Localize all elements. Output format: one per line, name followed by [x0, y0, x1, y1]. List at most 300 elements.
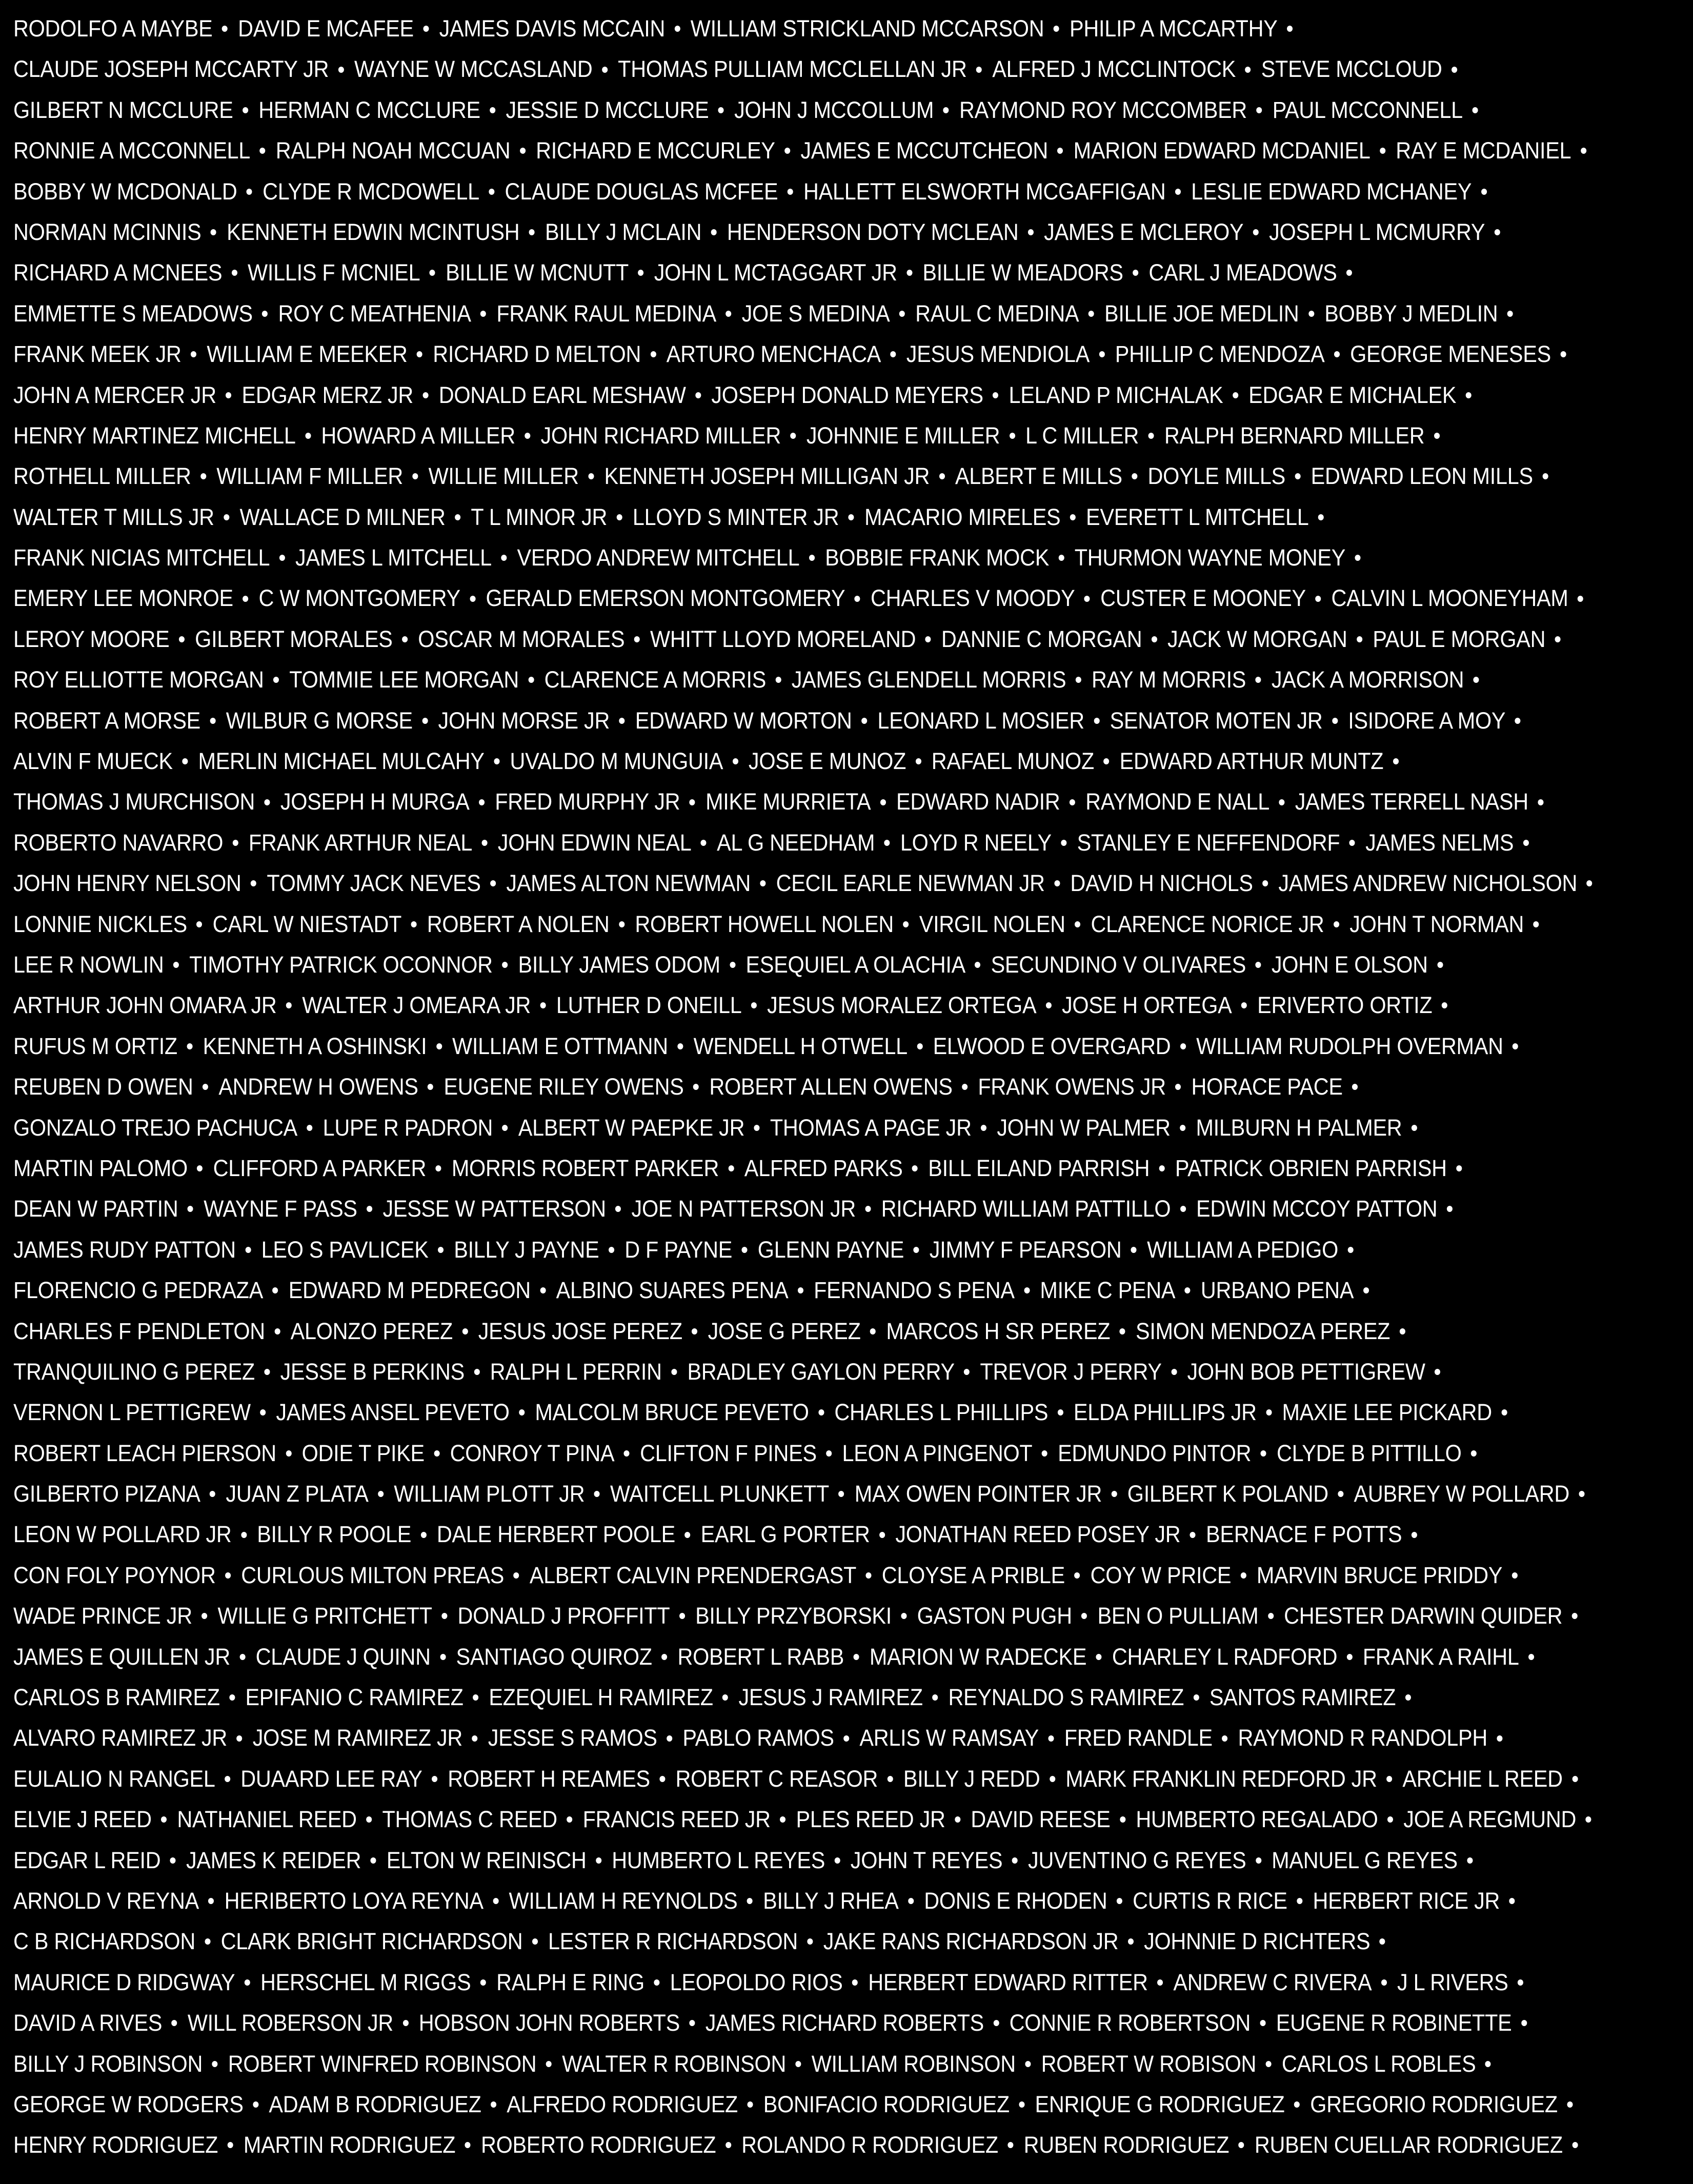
bullet-separator-icon — [233, 840, 238, 846]
memorial-name: THOMAS A PAGE JR — [770, 1114, 972, 1141]
memorial-name: EDWARD ARTHUR MUNTZ — [1119, 748, 1384, 775]
memorial-name: BILLIE W MCNUTT — [446, 259, 629, 286]
bullet-separator-icon — [1334, 351, 1340, 357]
memorial-name: CHARLES F PENDLETON — [13, 1318, 265, 1344]
name-row — [13, 1231, 1551, 1272]
memorial-name: WILLIAM STRICKLAND MCCARSON — [690, 15, 1044, 42]
memorial-name: WAITCELL PLUNKETT — [610, 1481, 830, 1507]
bullet-separator-icon — [917, 1043, 922, 1049]
bullet-separator-icon — [689, 2020, 695, 2026]
bullet-separator-icon — [751, 1002, 757, 1008]
bullet-separator-icon — [1084, 596, 1090, 602]
memorial-name: MARTIN RODRIGUEZ — [243, 2132, 456, 2158]
memorial-name: JOSE E MUNOZ — [748, 748, 906, 775]
name-row — [13, 1475, 1569, 1516]
name-row — [13, 1801, 1577, 1842]
memorial-name: JAMES ALTON NEWMAN — [506, 870, 751, 897]
bullet-separator-icon — [1180, 1043, 1186, 1049]
bullet-separator-icon — [1287, 26, 1293, 32]
memorial-name: CLYDE R MCDOWELL — [263, 178, 479, 205]
memorial-name: RALPH NOAH MCCUAN — [275, 137, 511, 164]
memorial-name: CARLOS B RAMIREZ — [13, 1684, 220, 1711]
bullet-separator-icon — [205, 1938, 210, 1945]
name-row — [13, 2046, 1551, 2086]
memorial-name: BILLY J REDD — [903, 1765, 1040, 1792]
name-list — [13, 10, 1685, 2168]
memorial-name: CHARLES V MOODY — [870, 585, 1075, 612]
memorial-name: JAMES TERRELL NASH — [1295, 788, 1528, 815]
bullet-separator-icon — [422, 718, 428, 724]
bullet-separator-icon — [1175, 1084, 1181, 1090]
bullet-separator-icon — [1497, 1735, 1502, 1742]
memorial-name: JAMES ANDREW NICHOLSON — [1278, 870, 1578, 897]
memorial-name: SIMON MENDOZA PEREZ — [1135, 1318, 1390, 1344]
bullet-separator-icon — [1057, 148, 1063, 154]
bullet-separator-icon — [615, 1206, 621, 1212]
memorial-name: WILLIE G PRITCHETT — [217, 1603, 432, 1629]
memorial-name: JAMES E MCLEROY — [1044, 218, 1244, 245]
memorial-name: JOHN A MERCER JR — [13, 381, 216, 408]
bullet-separator-icon — [1393, 758, 1399, 764]
memorial-name: FLORENCIO G PEDRAZA — [13, 1277, 264, 1304]
bullet-separator-icon — [1579, 1491, 1584, 1497]
name-row — [13, 132, 1571, 173]
bullet-separator-icon — [891, 351, 896, 357]
bullet-separator-icon — [262, 311, 268, 317]
memorial-name: LEO S PAVLICEK — [261, 1236, 429, 1263]
memorial-name: NATHANIEL REED — [177, 1806, 357, 1833]
bullet-separator-icon — [849, 514, 854, 520]
bullet-separator-icon — [747, 1898, 753, 1904]
memorial-name: KENNETH JOSEPH MILLIGAN JR — [604, 463, 930, 490]
memorial-name: RODOLFO A MAYBE — [13, 15, 213, 42]
memorial-name: COY W PRICE — [1090, 1562, 1232, 1588]
bullet-separator-icon — [1581, 148, 1586, 154]
bullet-separator-icon — [1028, 229, 1034, 235]
name-row — [13, 173, 1551, 214]
memorial-name: ERIVERTO ORTIZ — [1257, 992, 1433, 1019]
bullet-separator-icon — [865, 1206, 871, 1212]
memorial-name: WAYNE F PASS — [204, 1196, 357, 1222]
memorial-name: ROBERT LEACH PIERSON — [13, 1440, 276, 1466]
bullet-separator-icon — [1294, 2101, 1300, 2108]
bullet-separator-icon — [1507, 311, 1513, 317]
memorial-name: JESUS JOSE PEREZ — [478, 1318, 682, 1344]
memorial-name: MARTIN PALOMO — [13, 1155, 188, 1181]
bullet-separator-icon — [760, 880, 765, 886]
memorial-name: FRANK MEEK JR — [13, 341, 182, 368]
memorial-name: RICHARD A MCNEES — [13, 259, 223, 286]
bullet-separator-icon — [1434, 433, 1440, 439]
bullet-separator-icon — [243, 107, 248, 113]
memorial-name: JESSE W PATTERSON — [382, 1196, 606, 1222]
memorial-name: ISIDORE A MOY — [1348, 707, 1506, 734]
bullet-separator-icon — [1447, 1206, 1453, 1212]
bullet-separator-icon — [378, 1491, 384, 1497]
memorial-name: TOMMY JACK NEVES — [267, 870, 481, 897]
memorial-name: EDWARD NADIR — [896, 788, 1060, 815]
bullet-separator-icon — [855, 596, 860, 602]
name-row — [13, 1109, 1551, 1150]
memorial-name: MAXIE LEE PICKARD — [1282, 1399, 1492, 1426]
memorial-name: BOBBY W MCDONALD — [13, 178, 237, 205]
memorial-name: JOSEPH DONALD MEYERS — [711, 381, 983, 408]
memorial-name: BILLIE W MEADORS — [922, 259, 1123, 286]
memorial-name: EZEQUIEL H RAMIREZ — [489, 1684, 713, 1711]
memorial-name: THURMON WAYNE MONEY — [1074, 544, 1346, 571]
bullet-separator-icon — [788, 189, 793, 195]
memorial-name: ALBERT W PAEPKE JR — [518, 1114, 745, 1141]
bullet-separator-icon — [939, 473, 945, 479]
bullet-separator-icon — [1355, 555, 1360, 561]
bullet-separator-icon — [1260, 2020, 1265, 2026]
memorial-name: DAVID H NICHOLS — [1070, 870, 1253, 897]
bullet-separator-icon — [1245, 67, 1251, 73]
memorial-name: DONALD J PROFFITT — [457, 1603, 670, 1629]
bullet-separator-icon — [870, 1328, 876, 1334]
bullet-separator-icon — [981, 1125, 986, 1131]
bullet-separator-icon — [1024, 1287, 1030, 1293]
bullet-separator-icon — [1233, 392, 1238, 398]
memorial-name: MARION W RADECKE — [869, 1643, 1087, 1670]
bullet-separator-icon — [1081, 1613, 1087, 1619]
bullet-separator-icon — [1054, 26, 1059, 32]
memorial-name: KENNETH A OSHINSKI — [203, 1033, 427, 1059]
bullet-separator-icon — [964, 1369, 970, 1375]
memorial-name: HENRY RODRIGUEZ — [13, 2132, 218, 2158]
bullet-separator-icon — [1400, 1328, 1405, 1334]
memorial-name: HUMBERTO REGALADO — [1136, 1806, 1378, 1833]
memorial-name: BRADLEY GAYLON PERRY — [687, 1358, 955, 1385]
memorial-name: EVERETT L MITCHELL — [1086, 503, 1309, 530]
bullet-separator-icon — [1159, 1165, 1165, 1171]
memorial-name: MARK FRANKLIN REDFORD JR — [1065, 1765, 1377, 1792]
bullet-separator-icon — [540, 1287, 546, 1293]
memorial-name: ALVIN F MUECK — [13, 748, 173, 775]
memorial-name: HERMAN C MCCLURE — [258, 96, 480, 123]
memorial-name: EDGAR E MICHALEK — [1248, 381, 1457, 408]
name-row — [13, 377, 1551, 417]
bullet-separator-icon — [1262, 880, 1268, 886]
bullet-separator-icon — [679, 1613, 685, 1619]
bullet-separator-icon — [899, 311, 905, 317]
name-row — [13, 92, 1551, 132]
memorial-name: JOSEPH L MCMURRY — [1269, 218, 1485, 245]
bullet-separator-icon — [943, 107, 949, 113]
name-row — [13, 1883, 1551, 1923]
name-row — [13, 1150, 1551, 1190]
memorial-name: T L MINOR JR — [471, 503, 608, 530]
memorial-name: WALTER J OMEARA JR — [302, 992, 531, 1019]
memorial-name: CLAUDE JOSEPH MCCARTY JR — [13, 56, 329, 83]
memorial-name: EDWIN MCCOY PATTON — [1196, 1196, 1438, 1222]
bullet-separator-icon — [260, 1409, 266, 1415]
memorial-name: JAKE RANS RICHARDSON JR — [823, 1928, 1119, 1955]
memorial-name: GASTON PUGH — [917, 1603, 1072, 1629]
bullet-separator-icon — [279, 555, 285, 561]
bullet-separator-icon — [239, 1654, 245, 1660]
memorial-name: JAMES E MCCUTCHEON — [800, 137, 1049, 164]
memorial-name: ARTHUR JOHN OMARA JR — [13, 992, 277, 1019]
memorial-name: HUMBERTO L REYES — [612, 1847, 825, 1873]
memorial-name: HERSCHEL M RIGGS — [260, 1969, 471, 1995]
memorial-name: ARCHIE L REED — [1402, 1765, 1563, 1792]
bullet-separator-icon — [1256, 107, 1262, 113]
memorial-name: EULALIO N RANGEL — [13, 1765, 215, 1792]
memorial-name: LONNIE NICKLES — [13, 911, 187, 937]
memorial-name: EDWARD W MORTON — [635, 707, 852, 734]
bullet-separator-icon — [428, 1084, 433, 1090]
memorial-name: SECUNDINO V OLIVARES — [991, 951, 1246, 978]
memorial-name: PABLO RAMOS — [682, 1725, 834, 1751]
memorial-name: JUAN Z PLATA — [226, 1481, 369, 1507]
name-row — [13, 295, 1551, 336]
bullet-separator-icon — [1481, 189, 1487, 195]
name-row — [13, 1597, 1563, 1638]
memorial-name: MACARIO MIRELES — [864, 503, 1061, 530]
bullet-separator-icon — [619, 718, 624, 724]
memorial-name: JAMES E QUILLEN JR — [13, 1643, 230, 1670]
bullet-separator-icon — [932, 1694, 938, 1701]
memorial-name: GEORGE MENESES — [1350, 341, 1551, 368]
bullet-separator-icon — [916, 758, 921, 764]
bullet-separator-icon — [908, 1898, 914, 1904]
memorial-name: WILLIAM F MILLER — [216, 463, 403, 490]
memorial-name: GILBERTO PIZANA — [13, 1481, 200, 1507]
memorial-name: LEROY MOORE — [13, 625, 170, 652]
memorial-name: EARL G PORTER — [700, 1521, 870, 1548]
bullet-separator-icon — [432, 1776, 437, 1782]
memorial-name: BOBBIE FRANK MOCK — [825, 544, 1050, 571]
memorial-name: MIKE MURRIETA — [706, 788, 871, 815]
memorial-name: JOHN E OLSON — [1271, 951, 1428, 978]
name-row — [13, 946, 1551, 987]
memorial-name: WILLIAM E OTTMANN — [452, 1033, 668, 1059]
bullet-separator-icon — [1386, 1776, 1392, 1782]
memorial-name: LEONARD L MOSIER — [877, 707, 1084, 734]
memorial-name: ROY ELLIOTTE MORGAN — [13, 666, 264, 693]
bullet-separator-icon — [211, 229, 216, 235]
bullet-separator-icon — [208, 1898, 214, 1904]
memorial-name: EMERY LEE MONROE — [13, 585, 233, 612]
bullet-separator-icon — [273, 677, 279, 683]
name-row — [13, 1272, 1551, 1312]
bullet-separator-icon — [826, 1450, 832, 1457]
bullet-separator-icon — [1256, 1857, 1261, 1864]
memorial-name: CLOYSE A PRIBLE — [881, 1562, 1065, 1588]
memorial-name: ENRIQUE G RODRIGUEZ — [1035, 2091, 1285, 2117]
memorial-name: FERNANDO S PENA — [814, 1277, 1015, 1304]
bullet-separator-icon — [210, 1491, 215, 1497]
memorial-name: JOHN EDWIN NEAL — [497, 829, 692, 856]
memorial-name: ROTHELL MILLER — [13, 463, 191, 490]
memorial-name: JOHN RICHARD MILLER — [540, 422, 781, 449]
bullet-separator-icon — [690, 799, 695, 805]
bullet-separator-icon — [1048, 1735, 1054, 1742]
memorial-name: CLARENCE NORICE JR — [1091, 911, 1324, 937]
memorial-name: WALTER T MILLS JR — [13, 503, 214, 530]
bullet-separator-icon — [514, 1572, 519, 1579]
memorial-name: BILLY R POOLE — [257, 1521, 412, 1548]
bullet-separator-icon — [1241, 1002, 1247, 1008]
bullet-separator-icon — [520, 148, 526, 154]
bullet-separator-icon — [791, 433, 796, 439]
bullet-separator-icon — [1190, 1532, 1196, 1538]
memorial-name: EDWARD LEON MILLS — [1311, 463, 1533, 490]
memorial-name: LOYD R NEELY — [900, 829, 1052, 856]
bullet-separator-icon — [490, 880, 496, 886]
bullet-separator-icon — [272, 1287, 278, 1293]
bullet-separator-icon — [274, 1328, 280, 1334]
bullet-separator-icon — [441, 1613, 447, 1619]
name-row — [13, 1435, 1551, 1475]
bullet-separator-icon — [191, 351, 196, 357]
bullet-separator-icon — [236, 1735, 242, 1742]
memorial-name: ELVIE J REED — [13, 1806, 152, 1833]
bullet-separator-icon — [455, 514, 460, 520]
bullet-separator-icon — [1363, 1287, 1369, 1293]
bullet-separator-icon — [1261, 1450, 1266, 1457]
bullet-separator-icon — [747, 2101, 753, 2108]
name-row — [13, 10, 1551, 51]
memorial-name: HENDERSON DOTY MCLEAN — [727, 218, 1019, 245]
memorial-name: DANNIE C MORGAN — [941, 625, 1142, 652]
memorial-name: JOE S MEDINA — [741, 300, 890, 327]
bullet-separator-icon — [417, 351, 422, 357]
bullet-separator-icon — [976, 67, 982, 73]
bullet-separator-icon — [1572, 1613, 1578, 1619]
bullet-separator-icon — [617, 514, 622, 520]
bullet-separator-icon — [251, 880, 256, 886]
bullet-separator-icon — [729, 1165, 734, 1171]
memorial-name: JESUS MENDIOLA — [906, 341, 1090, 368]
memorial-name: CLAUDE DOUGLAS MCFEE — [505, 178, 778, 205]
bullet-separator-icon — [1347, 1247, 1353, 1253]
memorial-name: CLYDE B PITTILLO — [1276, 1440, 1462, 1466]
memorial-name: JAMES L MITCHELL — [295, 544, 492, 571]
memorial-name: DAVID A RIVES — [13, 2010, 163, 2036]
memorial-name: CUSTER E MOONEY — [1100, 585, 1306, 612]
bullet-separator-icon — [742, 1247, 748, 1253]
memorial-name: HERBERT EDWARD RITTER — [868, 1969, 1148, 1995]
bullet-separator-icon — [232, 270, 237, 276]
bullet-separator-icon — [835, 1857, 840, 1864]
memorial-name: BILLY J MCLAIN — [545, 218, 702, 245]
bullet-separator-icon — [440, 1654, 446, 1660]
bullet-separator-icon — [1357, 636, 1362, 642]
memorial-name: BILLY J PAYNE — [454, 1236, 599, 1263]
bullet-separator-icon — [170, 1857, 176, 1864]
bullet-separator-icon — [884, 840, 890, 846]
memorial-name: ARNOLD V REYNA — [13, 1887, 199, 1914]
bullet-separator-icon — [1472, 107, 1478, 113]
bullet-separator-icon — [901, 1613, 906, 1619]
bullet-separator-icon — [265, 799, 270, 805]
bullet-separator-icon — [222, 26, 228, 32]
bullet-separator-icon — [903, 921, 909, 927]
memorial-name: CON FOLY POYNOR — [13, 1562, 216, 1588]
memorial-name: PLES REED JR — [796, 1806, 945, 1833]
name-row — [13, 1923, 1551, 1964]
memorial-name: MAURICE D RIDGWAY — [13, 1969, 235, 1995]
memorial-name: JOHN L MCTAGGART JR — [654, 259, 897, 286]
memorial-name: JOHN W PALMER — [997, 1114, 1171, 1141]
memorial-name: ROBERT HOWELL NOLEN — [635, 911, 894, 937]
memorial-name: WADE PRINCE JR — [13, 1603, 192, 1629]
memorial-name: CONNIE R ROBERTSON — [1009, 2010, 1251, 2036]
memorial-name: FRED MURPHY JR — [495, 788, 680, 815]
bullet-separator-icon — [529, 229, 535, 235]
memorial-name: GEORGE W RODGERS — [13, 2091, 244, 2117]
bullet-separator-icon — [1061, 840, 1066, 846]
name-row — [13, 254, 1551, 295]
bullet-separator-icon — [245, 1979, 250, 1986]
name-row — [13, 906, 1551, 946]
memorial-name: RAYMOND R RANDOLPH — [1238, 1725, 1488, 1751]
bullet-separator-icon — [494, 758, 499, 764]
memorial-name: THOMAS C REED — [382, 1806, 557, 1833]
memorial-name: DUAARD LEE RAY — [240, 1765, 422, 1792]
bullet-separator-icon — [1456, 1165, 1462, 1171]
bullet-separator-icon — [1518, 1979, 1523, 1986]
name-row — [13, 1190, 1551, 1231]
bullet-separator-icon — [594, 1491, 600, 1497]
bullet-separator-icon — [962, 1084, 968, 1090]
bullet-separator-icon — [1578, 596, 1583, 602]
bullet-separator-icon — [474, 1369, 479, 1375]
memorial-name: LESLIE EDWARD MCHANEY — [1191, 178, 1472, 205]
memorial-name: JESUS MORALEZ ORTEGA — [767, 992, 1037, 1019]
memorial-name: CLARK BRIGHT RICHARDSON — [220, 1928, 523, 1955]
memorial-name: CLAUDE J QUINN — [255, 1643, 431, 1670]
bullet-separator-icon — [212, 2061, 217, 2067]
bullet-separator-icon — [226, 392, 231, 398]
memorial-name: PAUL E MORGAN — [1373, 625, 1546, 652]
bullet-separator-icon — [197, 1165, 203, 1171]
bullet-separator-icon — [730, 962, 735, 968]
bullet-separator-icon — [567, 1816, 572, 1823]
bullet-separator-icon — [1256, 677, 1261, 683]
bullet-separator-icon — [1380, 148, 1385, 154]
memorial-name: CECIL EARLE NEWMAN JR — [776, 870, 1045, 897]
memorial-name: WALLACE D MILNER — [239, 503, 446, 530]
name-row — [13, 743, 1551, 783]
memorial-name: RAUL C MEDINA — [915, 300, 1079, 327]
bullet-separator-icon — [1452, 67, 1457, 73]
bullet-separator-icon — [1171, 1369, 1177, 1375]
memorial-name: JOE A REGMUND — [1403, 1806, 1577, 1833]
memorial-name: THOMAS PULLIAM MCCLELLAN JR — [618, 56, 967, 83]
memorial-name: GILBERT N MCCLURE — [13, 96, 233, 123]
name-row — [13, 2005, 1551, 2045]
memorial-name: HOWARD A MILLER — [321, 422, 515, 449]
memorial-name: C B RICHARDSON — [13, 1928, 195, 1955]
bullet-separator-icon — [224, 514, 229, 520]
memorial-name: TRANQUILINO G PEREZ — [13, 1358, 255, 1385]
bullet-separator-icon — [430, 270, 435, 276]
memorial-name: BOBBY J MEDLIN — [1324, 300, 1498, 327]
bullet-separator-icon — [519, 1409, 525, 1415]
memorial-name: JAMES RICHARD ROBERTS — [705, 2010, 984, 2036]
name-row — [13, 1761, 1563, 1801]
bullet-separator-icon — [861, 718, 867, 724]
bullet-separator-icon — [1256, 962, 1261, 968]
bullet-separator-icon — [1253, 229, 1259, 235]
memorial-name: ROBERT H REAMES — [448, 1765, 650, 1792]
memorial-name: REUBEN D OWEN — [13, 1074, 193, 1100]
bullet-separator-icon — [1513, 1043, 1518, 1049]
bullet-separator-icon — [253, 2101, 258, 2108]
